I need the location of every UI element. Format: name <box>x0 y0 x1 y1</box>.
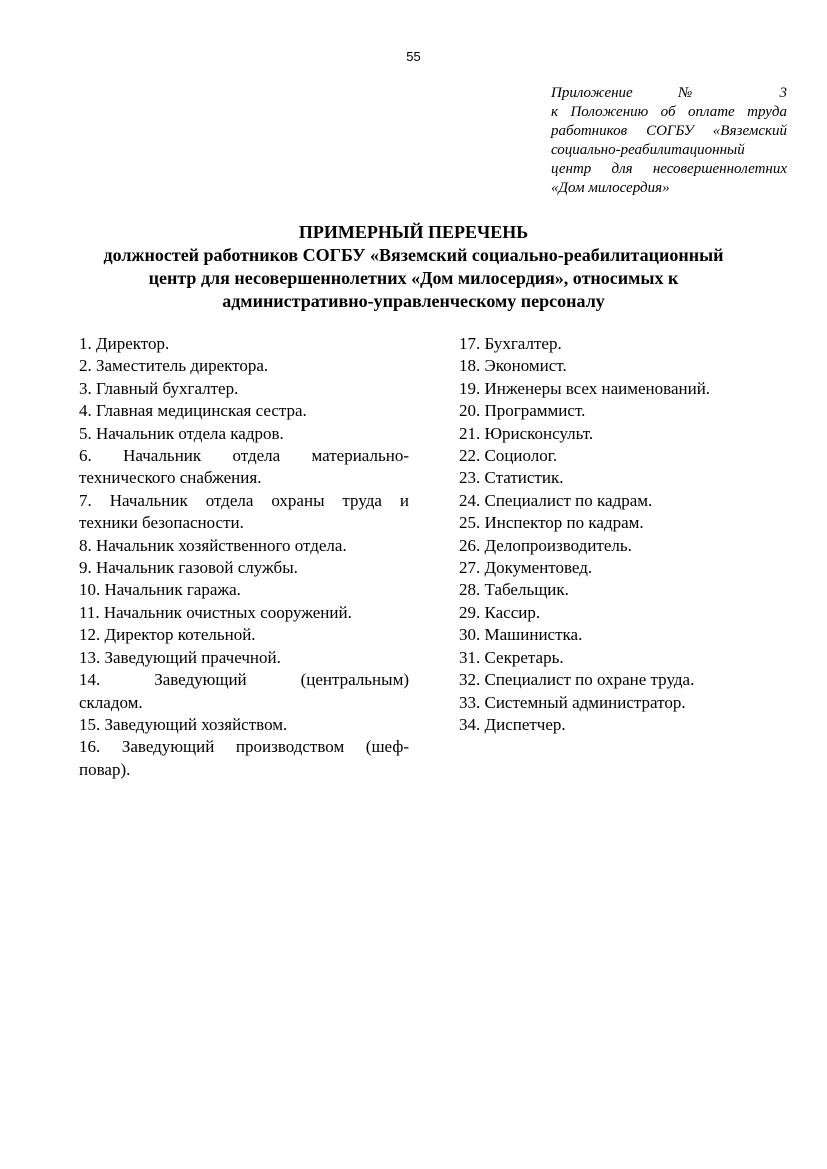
list-item-line: 19. Инженеры всех наименований. <box>459 378 711 398</box>
list-item-line: 15. Заведующий хозяйством. <box>79 714 288 734</box>
list-item <box>79 535 409 557</box>
list-item <box>459 333 779 355</box>
list-item <box>79 490 409 535</box>
list-item <box>79 714 409 736</box>
annex-line: центр для несовершеннолетних <box>551 161 787 177</box>
list-item <box>79 579 409 601</box>
list-item <box>79 624 409 646</box>
list-item-line: 25. Инспектор по кадрам. <box>459 513 644 533</box>
list-item <box>459 400 779 422</box>
list-item <box>459 535 779 557</box>
annex-line: Приложение № 3 <box>551 85 787 101</box>
list-item <box>79 445 409 490</box>
annex-reference <box>551 84 787 198</box>
list-item <box>459 624 779 646</box>
list-item <box>79 736 409 781</box>
list-item-line: 8. Начальник хозяйственного отдела. <box>79 535 347 555</box>
list-item-line: 18. Экономист. <box>459 356 567 376</box>
list-item-line: 10. Начальник гаража. <box>79 580 241 600</box>
list-item <box>79 669 409 714</box>
list-item <box>79 355 409 377</box>
list-item-line: 22. Социолог. <box>459 446 558 466</box>
list-item <box>79 647 409 669</box>
list-item <box>459 579 779 601</box>
list-item <box>459 602 779 624</box>
list-item <box>459 378 779 400</box>
list-item <box>459 692 779 714</box>
page-number: 55 <box>406 49 421 64</box>
list-item <box>459 445 779 467</box>
list-item <box>459 647 779 669</box>
list-item-line: 24. Специалист по кадрам. <box>459 490 653 510</box>
list-item-line: 13. Заведующий прачечной. <box>79 647 281 667</box>
list-item <box>79 333 409 355</box>
document-title <box>60 221 767 313</box>
title-subline: центр для несовершеннолетних «Дом милосердия», относимых к <box>148 268 679 288</box>
annex-line: к Положению об оплате труда <box>551 104 787 120</box>
list-item-line: 6. Начальник отдела материально- <box>79 446 409 466</box>
list-item-line: 33. Системный администратор. <box>459 692 686 712</box>
title-subline: должностей работников СОГБУ «Вяземский социально-реабилитационный <box>103 245 724 265</box>
list-item-line: 32. Специалист по охране труда. <box>459 670 695 690</box>
list-item-line: 21. Юрисконсульт. <box>459 423 594 443</box>
annex-line: «Дом милосердия» <box>551 180 670 196</box>
list-item <box>459 467 779 489</box>
list-item <box>79 378 409 400</box>
list-item-line: 2. Заместитель директора. <box>79 356 269 376</box>
list-item <box>79 400 409 422</box>
title-subline: административно-управленческому персоналу <box>222 291 605 311</box>
positions-list-right <box>459 333 779 736</box>
list-item <box>79 557 409 579</box>
positions-list-left <box>79 333 409 781</box>
list-item-line: 11. Начальник очистных сооружений. <box>79 602 352 622</box>
list-item-line: 9. Начальник газовой службы. <box>79 558 298 578</box>
list-item-line: 30. Машинистка. <box>459 625 583 645</box>
list-item-line: складом. <box>79 692 143 712</box>
list-item-line: 4. Главная медицинская сестра. <box>79 401 307 421</box>
list-item-line: 23. Статистик. <box>459 468 564 488</box>
list-item-line: 27. Документовед. <box>459 558 593 578</box>
list-item <box>459 355 779 377</box>
list-item <box>459 490 779 512</box>
list-item-line: 20. Программист. <box>459 401 586 421</box>
list-item-line: 34. Диспетчер. <box>459 714 566 734</box>
list-item-line: 31. Секретарь. <box>459 647 564 667</box>
list-item-line: 16. Заведующий производством (шеф- <box>79 737 409 757</box>
list-item <box>459 557 779 579</box>
list-item-line: 26. Делопроизводитель. <box>459 535 632 555</box>
annex-line: социально-реабилитационный <box>551 142 745 158</box>
list-item-line: 12. Директор котельной. <box>79 625 256 645</box>
list-item-line: повар). <box>79 759 131 779</box>
list-item-line: 28. Табельщик. <box>459 580 569 600</box>
title-heading: ПРИМЕРНЫЙ ПЕРЕЧЕНЬ <box>298 222 529 242</box>
list-item-line: 29. Кассир. <box>459 602 541 622</box>
list-item-line: 5. Начальник отдела кадров. <box>79 423 284 443</box>
list-item <box>459 512 779 534</box>
annex-line: работников СОГБУ «Вяземский <box>551 123 787 139</box>
list-item <box>79 423 409 445</box>
list-item <box>459 423 779 445</box>
list-item-line: техники безопасности. <box>79 513 244 533</box>
list-item-line: 3. Главный бухгалтер. <box>79 378 239 398</box>
list-item <box>79 602 409 624</box>
list-item-line: 1. Директор. <box>79 334 170 353</box>
list-item <box>459 714 779 736</box>
list-item <box>459 669 779 691</box>
list-item-line: 7. Начальник отдела охраны труда и <box>79 490 409 510</box>
list-item-line: технического снабжения. <box>79 468 262 488</box>
list-item-line: 17. Бухгалтер. <box>459 334 562 353</box>
list-item-line: 14. Заведующий (центральным) <box>79 670 409 690</box>
